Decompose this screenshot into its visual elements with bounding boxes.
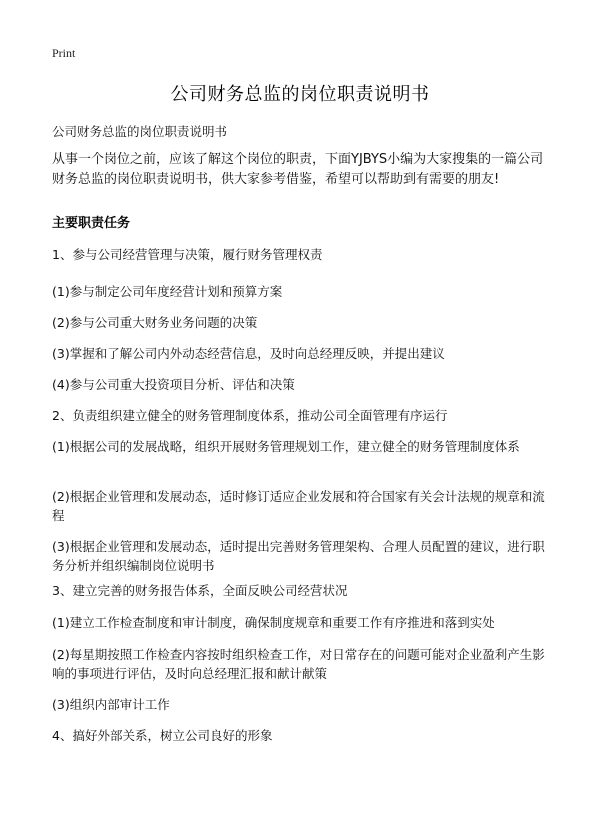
duty-subitem-2-2: (2)根据企业管理和发展动态，适时修订适应企业发展和符合国家有关会计法规的规章和流程 <box>52 489 545 523</box>
intro-paragraph: 从事一个岗位之前，应该了解这个岗位的职责，下面YJBYS小编为大家搜集的一篇公司财务总监的岗位职责说明书，供大家参考借鉴，希望可以帮助到有需要的朋友! <box>52 152 544 187</box>
duty-subitem-3-2: (2)每星期按照工作检查内容按时组织检查工作，对日常存在的问题可能对企业盈利产生影响的事项进行评估，及时向总经理汇报和献计献策 <box>52 647 545 681</box>
duty-subitem-1-2: (2)参与公司重大财务业务问题的决策 <box>52 315 258 330</box>
duty-subitem-2-1: (1)根据公司的发展战略，组织开展财务管理规划工作，建立健全的财务管理制度体系 <box>52 439 520 454</box>
section-heading: 主要职责任务 <box>52 216 131 231</box>
page-title: 公司财务总监的岗位职责说明书 <box>170 84 430 105</box>
duty-item-4: 4、搞好外部关系，树立公司良好的形象 <box>52 728 273 743</box>
duty-subitem-3-1: (1)建立工作检查制度和审计制度，确保制度规章和重要工作有序推进和落到实处 <box>52 615 495 630</box>
print-link[interactable]: Print <box>52 46 76 60</box>
duty-subitem-2-3: (3)根据企业管理和发展动态，适时提出完善财务管理架构、合理人员配置的建议，进行职务分析并组织编制岗位说明书 <box>52 539 545 573</box>
duty-subitem-1-1: (1)参与制定公司年度经营计划和预算方案 <box>52 284 283 299</box>
duty-item-1: 1、参与公司经营管理与决策，履行财务管理权责 <box>52 247 323 262</box>
duty-item-2: 2、负责组织建立健全的财务管理制度体系，推动公司全面管理有序运行 <box>52 408 448 423</box>
duty-item-3: 3、建立完善的财务报告体系，全面反映公司经营状况 <box>52 583 348 598</box>
document-subtitle: 公司财务总监的岗位职责说明书 <box>52 124 228 139</box>
duty-subitem-1-4: (4)参与公司重大投资项目分析、评估和决策 <box>52 377 295 392</box>
duty-subitem-3-3: (3)组织内部审计工作 <box>52 697 170 712</box>
duty-subitem-1-3: (3)掌握和了解公司内外动态经营信息，及时向总经理反映，并提出建议 <box>52 346 445 361</box>
